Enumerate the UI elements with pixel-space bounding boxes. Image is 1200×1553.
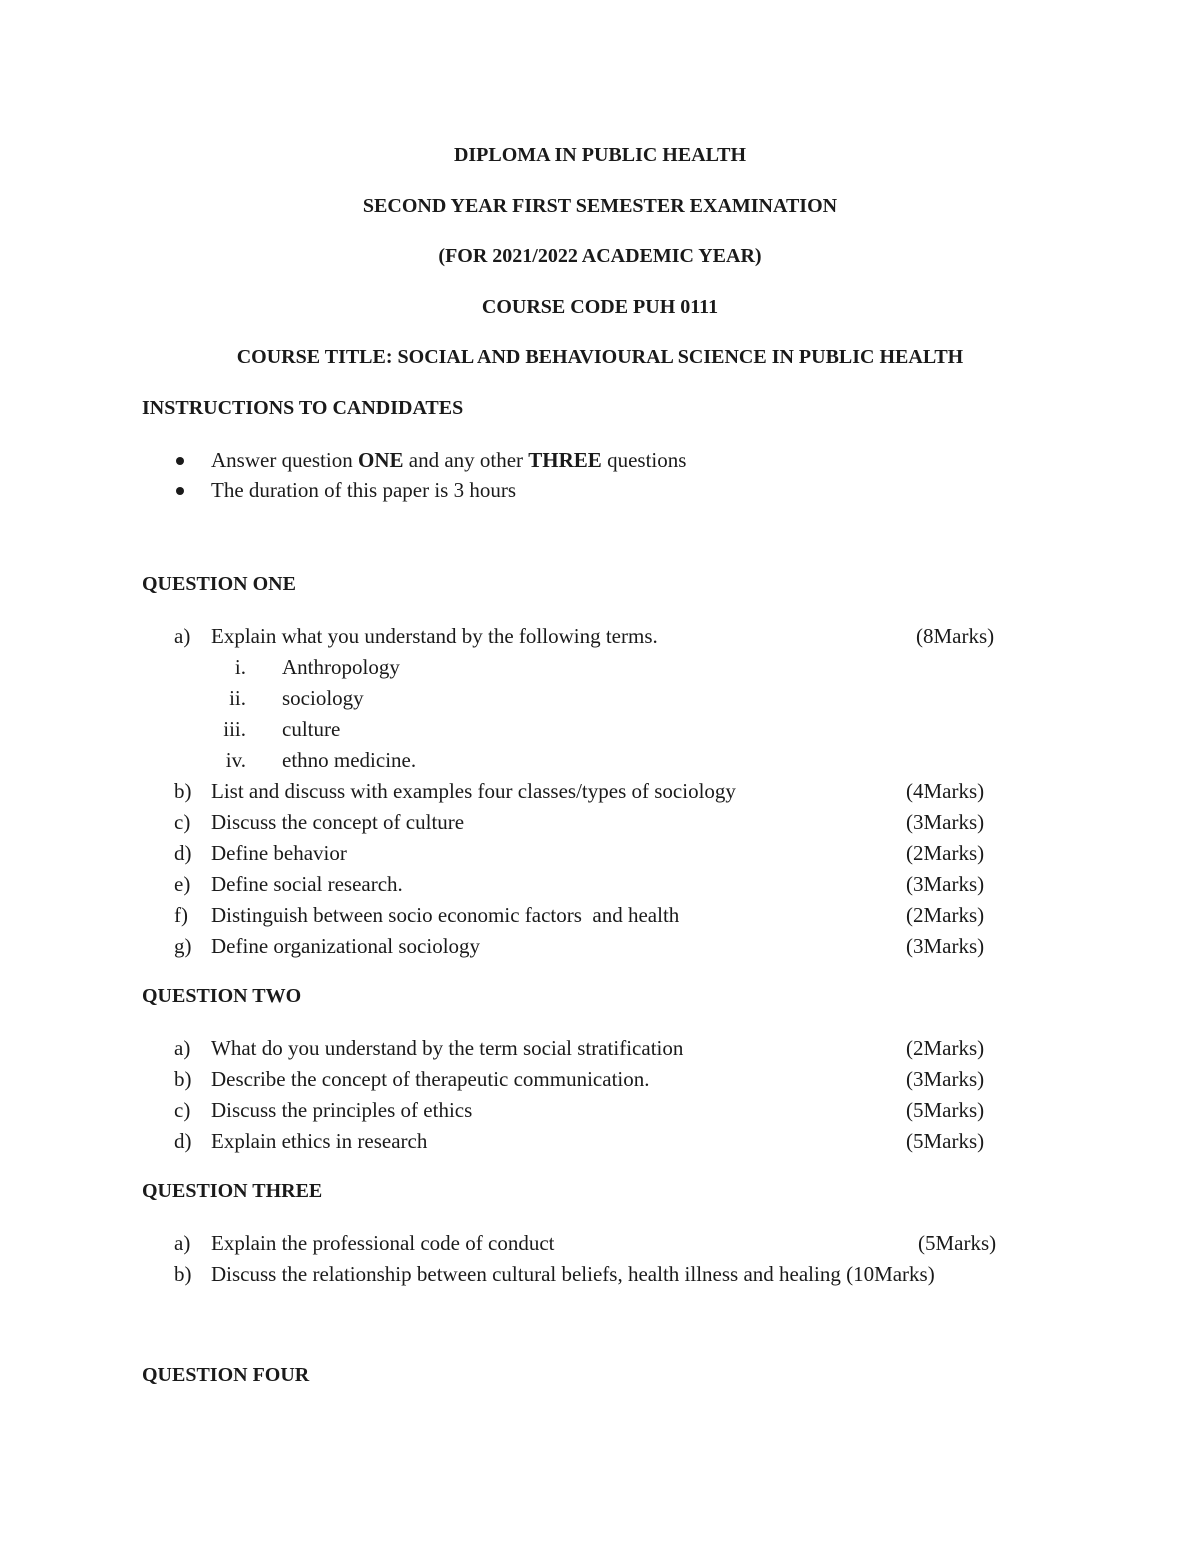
question-item: b) Describe the concept of therapeutic communication. (3Marks) [174,1067,985,1091]
sub-item: i. Anthropology [234,655,400,679]
question-item: a) Explain what you understand by the following terms. (8Marks) [174,624,995,648]
marks: (5Marks) [906,1129,985,1153]
marks: (3Marks) [906,1067,985,1091]
instruction-text: Answer question ONE and any other THREE questions [211,448,687,472]
question-item: a) Explain the professional code of conduct (5Marks) [174,1231,997,1255]
question-item: c) Discuss the concept of culture (3Marks) [174,810,985,834]
question-item: d) Define behavior (2Marks) [174,841,985,865]
question-item: e) Define social research. (3Marks) [174,872,985,896]
marks: (2Marks) [906,841,985,865]
instruction-text: The duration of this paper is 3 hours [211,478,517,502]
marks: (2Marks) [906,903,985,927]
question-item: b) Discuss the relationship between cultural beliefs, health illness and healing (10Marks) [174,1262,935,1286]
marks: (3Marks) [906,934,985,958]
question-item: g) Define organizational sociology (3Marks) [174,934,985,958]
marks: (5Marks) [906,1098,985,1122]
instructions-heading: INSTRUCTIONS TO CANDIDATES [142,397,464,419]
instruction-item [0,448,1200,476]
question-four-heading: QUESTION FOUR [142,1364,310,1386]
marks: (5Marks) [918,1231,997,1255]
sub-item: iv. ethno medicine. [225,748,417,772]
instruction-item [0,478,1200,506]
marks: (2Marks) [906,1036,985,1060]
marks: (3Marks) [906,810,985,834]
course-title: COURSE TITLE: SOCIAL AND BEHAVIOURAL SCIENCE IN PUBLIC HEALTH [236,346,964,368]
academic-year: (FOR 2021/2022 ACADEMIC YEAR) [438,245,762,267]
question-item: b) List and discuss with examples four classes/types of sociology (4Marks) [174,779,985,803]
bullet-icon [176,457,184,465]
bullet-icon [176,487,184,495]
question-three-heading: QUESTION THREE [142,1180,323,1202]
question-item: a) What do you understand by the term social stratification (2Marks) [174,1036,985,1060]
diploma-title: DIPLOMA IN PUBLIC HEALTH [453,144,747,166]
question-item: d) Explain ethics in research (5Marks) [174,1129,985,1153]
course-code: COURSE CODE PUH 0111 [481,296,719,318]
question-item: c) Discuss the principles of ethics (5Marks) [174,1098,985,1122]
marks: (4Marks) [906,779,985,803]
sub-item: iii. culture [223,717,341,741]
question-one-heading: QUESTION ONE [142,573,296,595]
marks: (3Marks) [906,872,985,896]
question-two-heading: QUESTION TWO [142,985,302,1007]
question-item: f) Distinguish between socio economic factors and health (2Marks) [174,903,985,927]
marks: (8Marks) [916,624,995,648]
exam-title: SECOND YEAR FIRST SEMESTER EXAMINATION [362,195,838,217]
sub-item: ii. sociology [229,686,364,710]
